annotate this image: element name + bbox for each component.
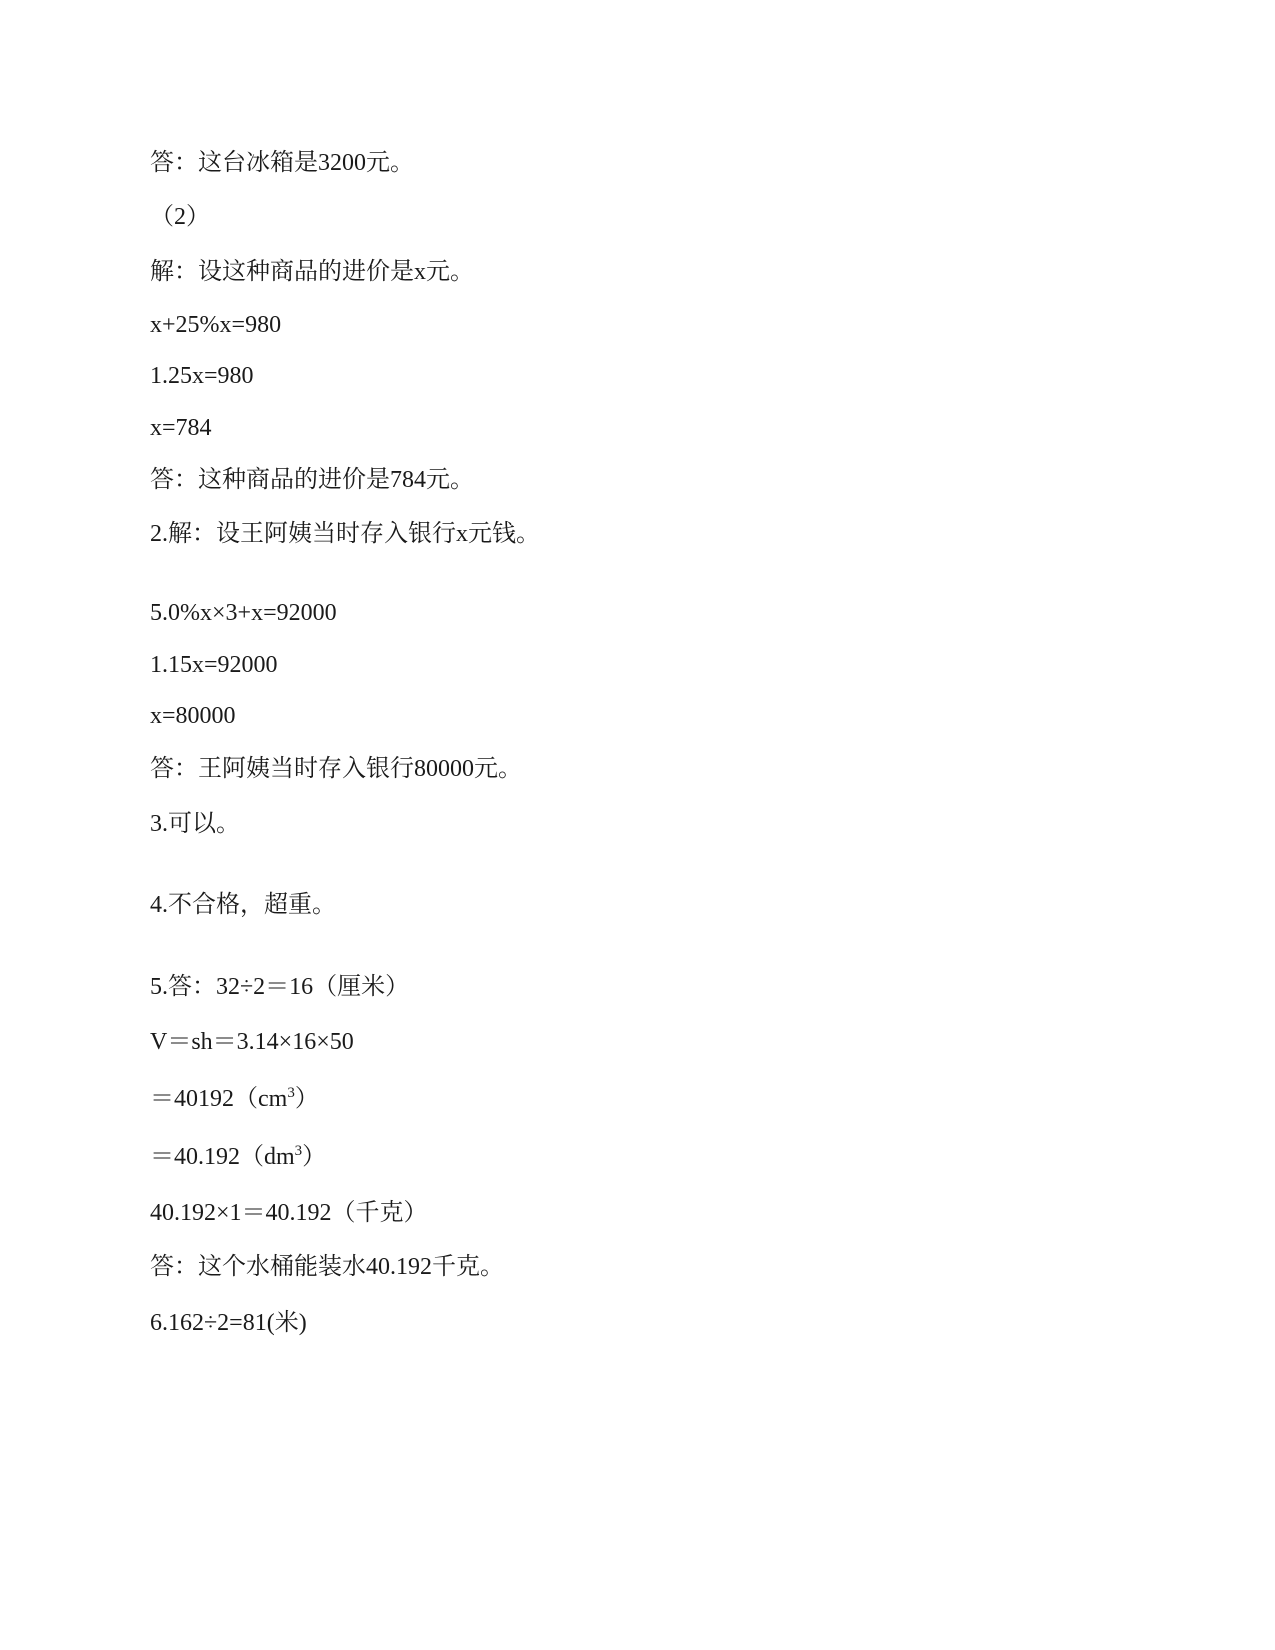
closing-paren: ）	[302, 1144, 327, 1170]
answer-fridge-price: 答：这台冰箱是3200元。	[150, 150, 414, 176]
volume-cm3-value: ＝40192（cm	[150, 1086, 288, 1112]
volume-dm3-line	[150, 1142, 326, 1172]
answer-cost-price: 答：这种商品的进价是784元。	[150, 467, 474, 493]
closing-paren: ）	[294, 1086, 319, 1112]
solution-setup-cost: 解：设这种商品的进价是x元。	[150, 259, 474, 285]
problem-5-radius: 5.答：32÷2＝16（厘米）	[150, 974, 410, 1000]
exponent: 3	[294, 1143, 303, 1159]
problem-4-answer: 4.不合格，超重。	[150, 892, 336, 918]
problem-2-setup: 2.解：设王阿姨当时存入银行x元钱。	[150, 521, 540, 547]
answer-water-weight: 答：这个水桶能装水40.192千克。	[150, 1254, 504, 1280]
equation-line: 1.15x=92000	[150, 652, 278, 678]
equation-line: 5.0%x×3+x=92000	[150, 600, 337, 626]
equation-line: x=80000	[150, 703, 236, 729]
answer-deposit: 答：王阿姨当时存入银行80000元。	[150, 756, 522, 782]
equation-line: 1.25x=980	[150, 363, 254, 389]
volume-dm3-value: ＝40.192（dm	[150, 1144, 295, 1170]
problem-3-answer: 3.可以。	[150, 811, 240, 837]
problem-6-calculation: 6.162÷2=81(米)	[150, 1310, 307, 1336]
weight-calculation: 40.192×1＝40.192（千克）	[150, 1200, 428, 1226]
exponent: 3	[287, 1085, 295, 1101]
volume-cm3-line	[150, 1084, 319, 1114]
subquestion-2-label: （2）	[150, 204, 210, 230]
volume-formula: V＝sh＝3.14×16×50	[150, 1029, 354, 1055]
equation-line: x=784	[150, 415, 212, 441]
equation-line: x+25%x=980	[150, 312, 282, 338]
